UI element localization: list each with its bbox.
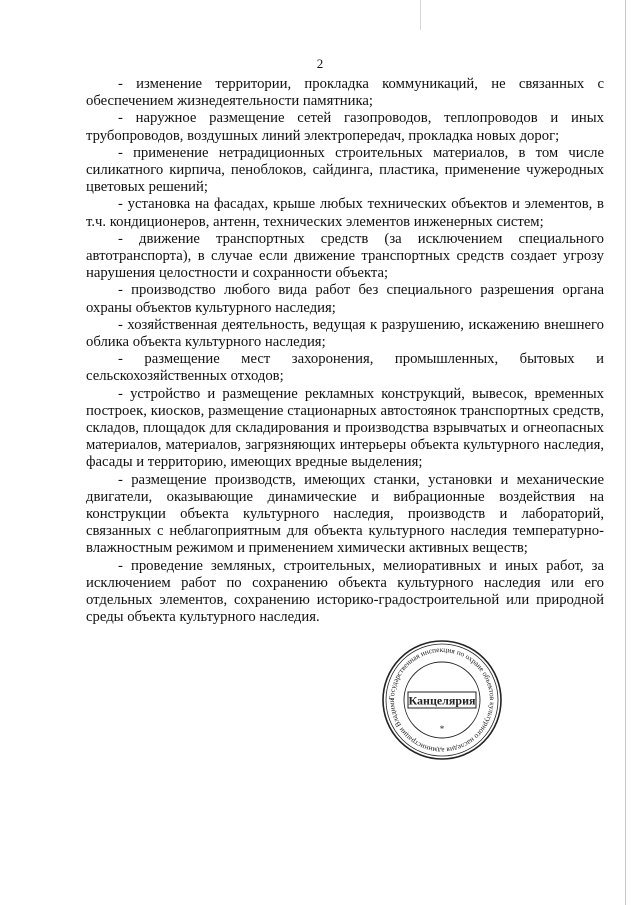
scan-fold-line [420, 0, 421, 30]
list-item: - хозяйственная деятельность, ведущая к разрушению, искажению внешнего облика объекта культурного наследия; [86, 316, 604, 351]
list-item: - устройство и размещение рекламных конструкций, вывесок, временных построек, киосков, размещение стационарных автостоянок транспортных средств, складов, площадок для складирования и производства взрывчатых и огнеопасных материалов, материалов, загрязняющих интерьеры объекта культурного наследия, фасады и территорию, имеющих вредные выделения; [86, 385, 604, 471]
scan-edge-line [625, 0, 626, 905]
stamp-star: * [439, 724, 445, 734]
stamp-ring-text: Государственная инспекция по охране объектов культурного наследия администрации Владими [386, 644, 498, 756]
restrictions-list [86, 76, 604, 627]
office-stamp [380, 638, 504, 762]
list-item: - движение транспортных средств (за исключением специального автотранспорта), в случае если движение транспортных средств создает угрозу нарушения целостности и сохранности объекта; [86, 230, 604, 282]
list-item: - производство любого вида работ без специального разрешения органа охраны объектов культурного наследия; [86, 282, 604, 316]
list-item: - размещение производств, имеющих станки, установки и механические двигатели, оказывающие динамические и вибрационные воздействия на конструкции объекта культурного наследия, производств и лабораторий, связанных с неблагоприятным для объекта культурного наследия температурно-влажностным режимом и применением химически активных веществ; [86, 471, 604, 557]
list-item: - наружное размещение сетей газопроводов, теплопроводов и иных трубопроводов, воздушных линий электропередач, прокладка новых дорог; [86, 110, 604, 144]
list-item: - применение нетрадиционных строительных материалов, в том числе силикатного кирпича, пеноблоков, сайдинга, пластика, применение чужеродных цветовых решений; [86, 144, 604, 196]
list-item: - размещение мест захоронения, промышленных, бытовых и сельскохозяйственных отходов; [86, 351, 604, 385]
list-item: - изменение территории, прокладка коммуникаций, не связанных с обеспечением жизнедеятельности памятника; [86, 76, 604, 110]
list-item: - проведение земляных, строительных, мелиоративных и иных работ, за исключением работ по сохранению объекта культурного наследия или его отдельных элементов, сохранению историко-градостроительной или природной среды объекта культурного наследия. [86, 557, 604, 626]
list-item: - установка на фасадах, крыше любых технических объектов и элементов, в т.ч. кондиционеров, антенн, технических элементов инженерных систем; [86, 196, 604, 230]
page-number: 2 [316, 56, 324, 71]
stamp-center-text: Канцелярия [408, 693, 476, 708]
